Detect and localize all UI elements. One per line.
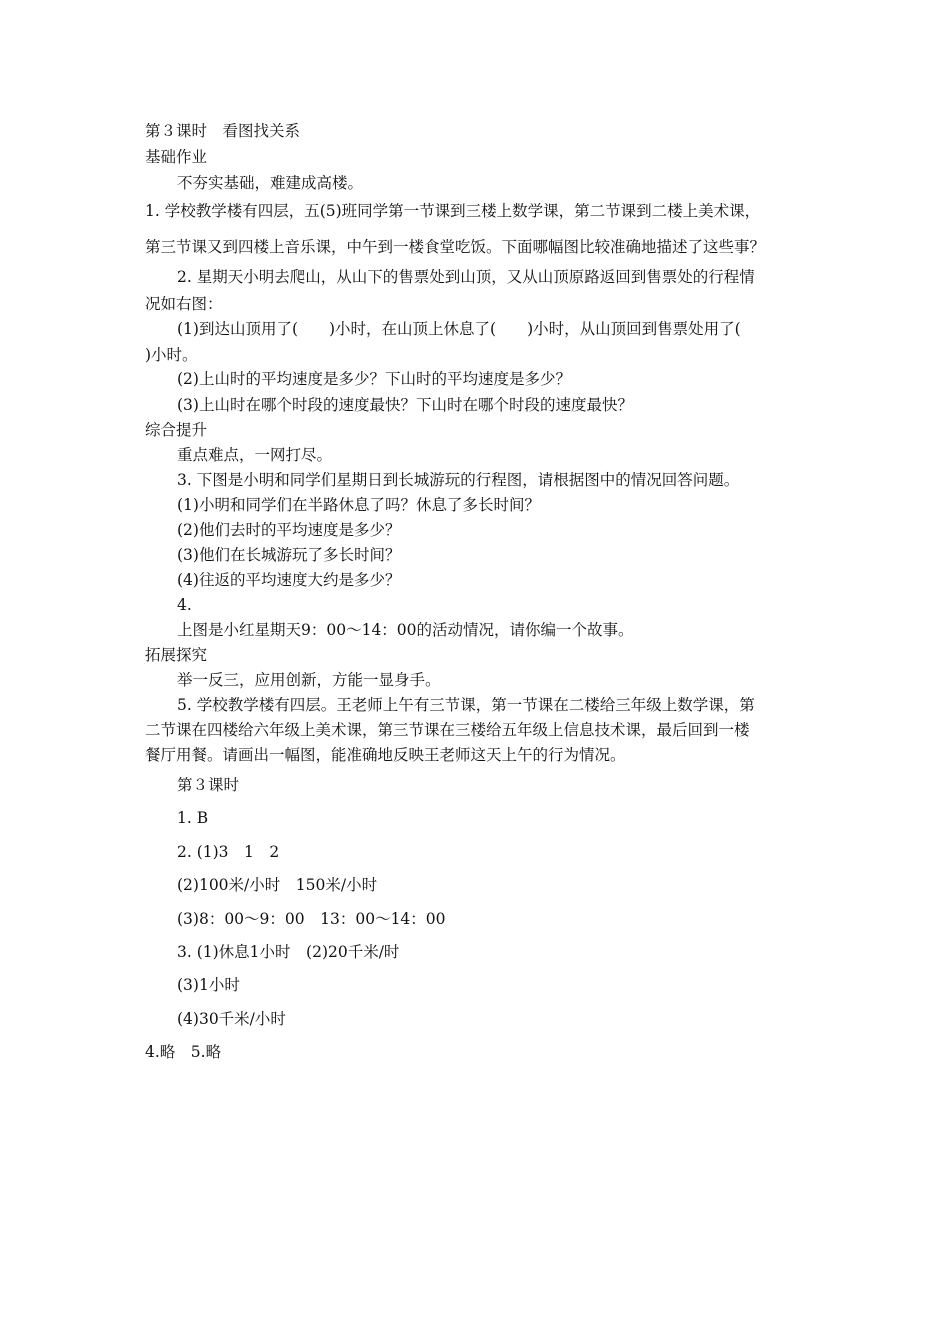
question-1-line-2: 第三节课又到四楼上音乐课，中午到一楼食堂吃饭。下面哪幅图比较准确地描述了这些事？ bbox=[145, 238, 766, 256]
question-3: 3. 下图是小明和同学们星期日到长城游玩的行程图，请根据图中的情况回答问题。 bbox=[177, 471, 740, 489]
question-3-sub-2: (2)他们去时的平均速度是多少？ bbox=[177, 521, 401, 539]
answer-4-5: 4.略 5.略 bbox=[145, 1043, 222, 1061]
question-4-text: 上图是小红星期天9：00～14：00的活动情况，请你编一个故事。 bbox=[177, 621, 634, 639]
question-4-number: 4. bbox=[177, 596, 192, 614]
answer-2-part-3: (3)8：00～9：00 13：00～14：00 bbox=[177, 910, 446, 928]
question-2-sub-1-line-1: (1)到达山顶用了( )小时，在山顶上休息了( )小时，从山顶回到售票处用了( bbox=[177, 320, 741, 338]
question-3-sub-3: (3)他们在长城游玩了多长时间？ bbox=[177, 546, 401, 564]
question-5-line-1: 5. 学校教学楼有四层。王老师上午有三节课，第一节课在二楼给三年级上数学课，第 bbox=[177, 696, 755, 714]
question-5-line-2: 二节课在四楼给六年级上美术课，第三节课在三楼给五年级上信息技术课，最后回到一楼 bbox=[145, 721, 750, 739]
motto-basic: 不夯实基础，难建成高楼。 bbox=[177, 174, 364, 192]
question-2-sub-1-line-2: )小时。 bbox=[145, 346, 198, 364]
question-3-sub-4: (4)往返的平均速度大约是多少？ bbox=[177, 571, 401, 589]
section-heading-extension: 拓展探究 bbox=[145, 646, 208, 664]
question-5-line-3: 餐厅用餐。请画出一幅图，能准确地反映王老师这天上午的行为情况。 bbox=[145, 746, 626, 764]
answer-2-part-2: (2)100米/小时 150米/小时 bbox=[177, 876, 378, 894]
answer-2-part-1: 2. (1)3 1 2 bbox=[177, 843, 280, 861]
answer-3-part-3: (4)30千米/小时 bbox=[177, 1010, 286, 1028]
answer-1: 1. B bbox=[177, 809, 209, 827]
section-heading-comprehensive: 综合提升 bbox=[145, 421, 208, 439]
motto-extension: 举一反三，应用创新，方能一显身手。 bbox=[177, 671, 441, 689]
question-1-line-1: 1. 学校教学楼有四层，五(5)班同学第一节课到三楼上数学课，第二节课到二楼上美术课， bbox=[145, 202, 761, 220]
answer-3-part-2: (3)1小时 bbox=[177, 976, 240, 994]
question-2-sub-3: (3)上山时在哪个时段的速度最快？下山时在哪个时段的速度最快？ bbox=[177, 396, 633, 414]
lesson-title: 第３课时 看图找关系 bbox=[145, 122, 301, 140]
motto-comprehensive: 重点难点，一网打尽。 bbox=[177, 446, 333, 464]
answers-heading: 第３课时 bbox=[177, 776, 240, 794]
question-2-line-2: 况如右图： bbox=[145, 295, 223, 313]
question-3-sub-1: (1)小明和同学们在半路休息了吗？休息了多长时间？ bbox=[177, 496, 540, 514]
answer-3-part-1: 3. (1)休息1小时 (2)20千米/时 bbox=[177, 943, 400, 961]
section-heading-basic: 基础作业 bbox=[145, 148, 208, 166]
question-2-line-1: 2. 星期天小明去爬山，从山下的售票处到山顶，又从山顶原路返回到售票处的行程情 bbox=[177, 268, 755, 286]
question-2-sub-2: (2)上山时的平均速度是多少？下山时的平均速度是多少？ bbox=[177, 370, 571, 388]
